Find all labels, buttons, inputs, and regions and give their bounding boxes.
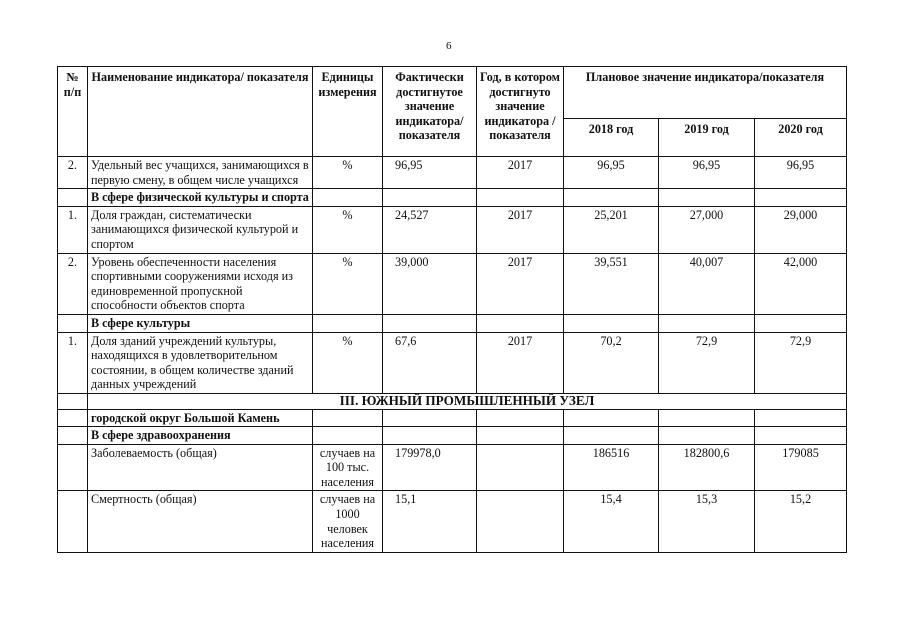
category-row [58,409,847,427]
empty-cell [659,409,755,427]
year-value: 2017 [477,253,564,314]
plan-2019: 27,000 [659,206,755,253]
empty-cell [755,409,847,427]
empty-cell [755,427,847,445]
empty-cell [477,189,564,207]
row-number: 2. [58,253,88,314]
row-number: 1. [58,332,88,393]
unit-cell: случаев на 1000 человек населения [313,491,383,552]
table-body [58,157,847,553]
year-value [477,491,564,552]
indicator-name: Удельный вес учащихся, занимающихся в первую смену, в общем числе учащихся [88,157,313,189]
empty-cell [383,189,477,207]
category-heading: В сфере здравоохранения [88,427,313,445]
header-2018: 2018 год [564,119,659,157]
empty-cell [659,314,755,332]
year-value: 2017 [477,206,564,253]
section-row [58,393,847,409]
table-row [58,444,847,491]
table-row [58,332,847,393]
row-number [58,444,88,491]
empty-cell [58,314,88,332]
table-row [58,491,847,552]
plan-2020: 29,000 [755,206,847,253]
indicator-name: Доля граждан, систематически занимающихся физической культурой и спортом [88,206,313,253]
plan-2018: 186516 [564,444,659,491]
category-heading: В сфере физической культуры и спорта [88,189,313,207]
category-row [58,189,847,207]
indicator-table [57,66,847,553]
unit-cell: % [313,206,383,253]
empty-cell [755,189,847,207]
empty-cell [313,427,383,445]
empty-cell [383,314,477,332]
empty-cell [313,409,383,427]
header-year: Год, в котором достигнуто значение индикатора /показателя [477,67,564,157]
plan-2019: 96,95 [659,157,755,189]
table-header [58,67,847,157]
unit-cell: % [313,253,383,314]
empty-cell [383,427,477,445]
empty-cell [564,314,659,332]
table-row [58,206,847,253]
section-title: III. ЮЖНЫЙ ПРОМЫШЛЕННЫЙ УЗЕЛ [88,393,847,409]
row-number: 2. [58,157,88,189]
actual-value: 67,6 [383,332,477,393]
header-actual: Фактически достигнутое значение индикатора/ показателя [383,67,477,157]
page-number: 6 [446,40,452,52]
plan-2019: 72,9 [659,332,755,393]
header-2020: 2020 год [755,119,847,157]
empty-cell [564,409,659,427]
category-row [58,314,847,332]
empty-cell [383,409,477,427]
indicator-name: Смертность (общая) [88,491,313,552]
category-row [58,427,847,445]
category-heading: городской округ Большой Камень [88,409,313,427]
table-row [58,157,847,189]
indicator-name: Уровень обеспеченности населения спортивными сооружениями исходя из единовременной пропускной способности объектов спорта [88,253,313,314]
empty-cell [58,393,88,409]
category-heading: В сфере культуры [88,314,313,332]
year-value [477,444,564,491]
unit-cell: % [313,157,383,189]
plan-2020: 72,9 [755,332,847,393]
header-name: Наименование индикатора/ показателя [88,67,313,157]
empty-cell [659,189,755,207]
header-unit: Единицы измерения [313,67,383,157]
empty-cell [58,427,88,445]
actual-value: 39,000 [383,253,477,314]
actual-value: 96,95 [383,157,477,189]
empty-cell [313,189,383,207]
plan-2020: 42,000 [755,253,847,314]
unit-cell: % [313,332,383,393]
plan-2020: 15,2 [755,491,847,552]
empty-cell [564,189,659,207]
header-2019: 2019 год [659,119,755,157]
plan-2019: 40,007 [659,253,755,314]
year-value: 2017 [477,157,564,189]
empty-cell [755,314,847,332]
row-number: 1. [58,206,88,253]
plan-2018: 15,4 [564,491,659,552]
empty-cell [313,314,383,332]
indicator-name: Заболеваемость (общая) [88,444,313,491]
year-value: 2017 [477,332,564,393]
actual-value: 179978,0 [383,444,477,491]
empty-cell [477,314,564,332]
plan-2020: 96,95 [755,157,847,189]
empty-cell [477,427,564,445]
table-row [58,253,847,314]
empty-cell [58,409,88,427]
plan-2018: 25,201 [564,206,659,253]
plan-2019: 15,3 [659,491,755,552]
unit-cell: случаев на 100 тыс. населения [313,444,383,491]
plan-2018: 70,2 [564,332,659,393]
row-number [58,491,88,552]
actual-value: 15,1 [383,491,477,552]
plan-2018: 39,551 [564,253,659,314]
header-plan: Плановое значение индикатора/показателя [564,67,847,119]
plan-2019: 182800,6 [659,444,755,491]
header-num: № п/п [58,67,88,157]
indicator-name: Доля зданий учреждений культуры, находящихся в удовлетворительном состоянии, в общем количестве зданий данных учреждений [88,332,313,393]
actual-value: 24,527 [383,206,477,253]
plan-2020: 179085 [755,444,847,491]
empty-cell [564,427,659,445]
empty-cell [58,189,88,207]
plan-2018: 96,95 [564,157,659,189]
empty-cell [659,427,755,445]
empty-cell [477,409,564,427]
